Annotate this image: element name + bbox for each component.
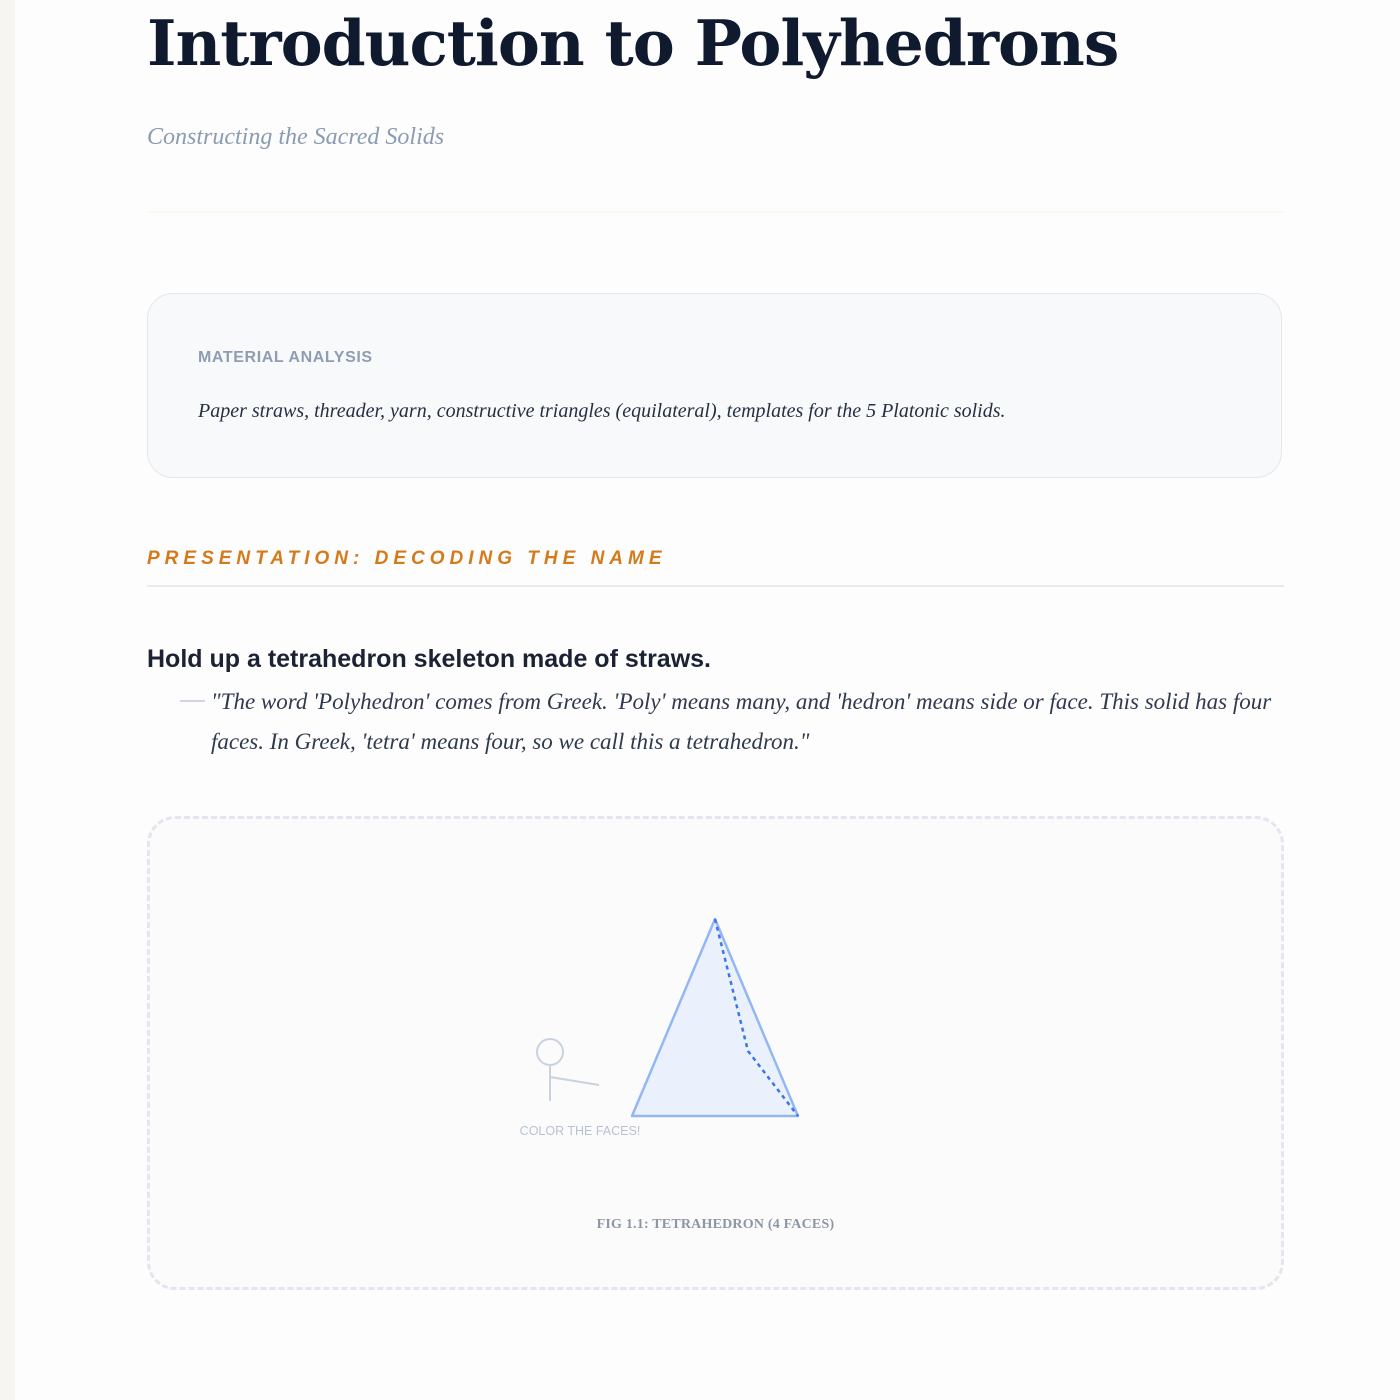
section-divider [147, 585, 1284, 587]
figure-container [147, 816, 1284, 1290]
figure-caption: FIG 1.1: TETRAHEDRON (4 FACES) [596, 1217, 835, 1232]
page-title: Introduction to Polyhedrons [147, 6, 1119, 80]
material-analysis-card [147, 293, 1282, 478]
tetrahedron-shape [632, 919, 798, 1116]
stick-figure-icon [537, 1039, 599, 1101]
color-faces-annotation: COLOR THE FACES! [519, 1124, 641, 1138]
presentation-heading: PRESENTATION: DECODING THE NAME [147, 548, 667, 569]
material-list: Paper straws, threader, yarn, constructive triangles (equilateral), templates for the 5 Platonic solids. [198, 400, 1006, 422]
tetrahedron-front-face [632, 919, 798, 1116]
page-subtitle: Constructing the Sacred Solids [147, 124, 445, 150]
presentation-instruction: Hold up a tetrahedron skeleton made of straws. [147, 645, 712, 673]
quote-dash [180, 700, 205, 702]
title-divider [147, 211, 1284, 213]
presentation-quote: "The word 'Polyhedron' comes from Greek. 'Poly' means many, and 'hedron' means side or face. This solid has four faces. In Greek, 'tetra' means four, so we call this a tetrahedron." [211, 689, 1272, 754]
page [15, 0, 1400, 1400]
material-analysis-heading: MATERIAL ANALYSIS [198, 349, 373, 366]
